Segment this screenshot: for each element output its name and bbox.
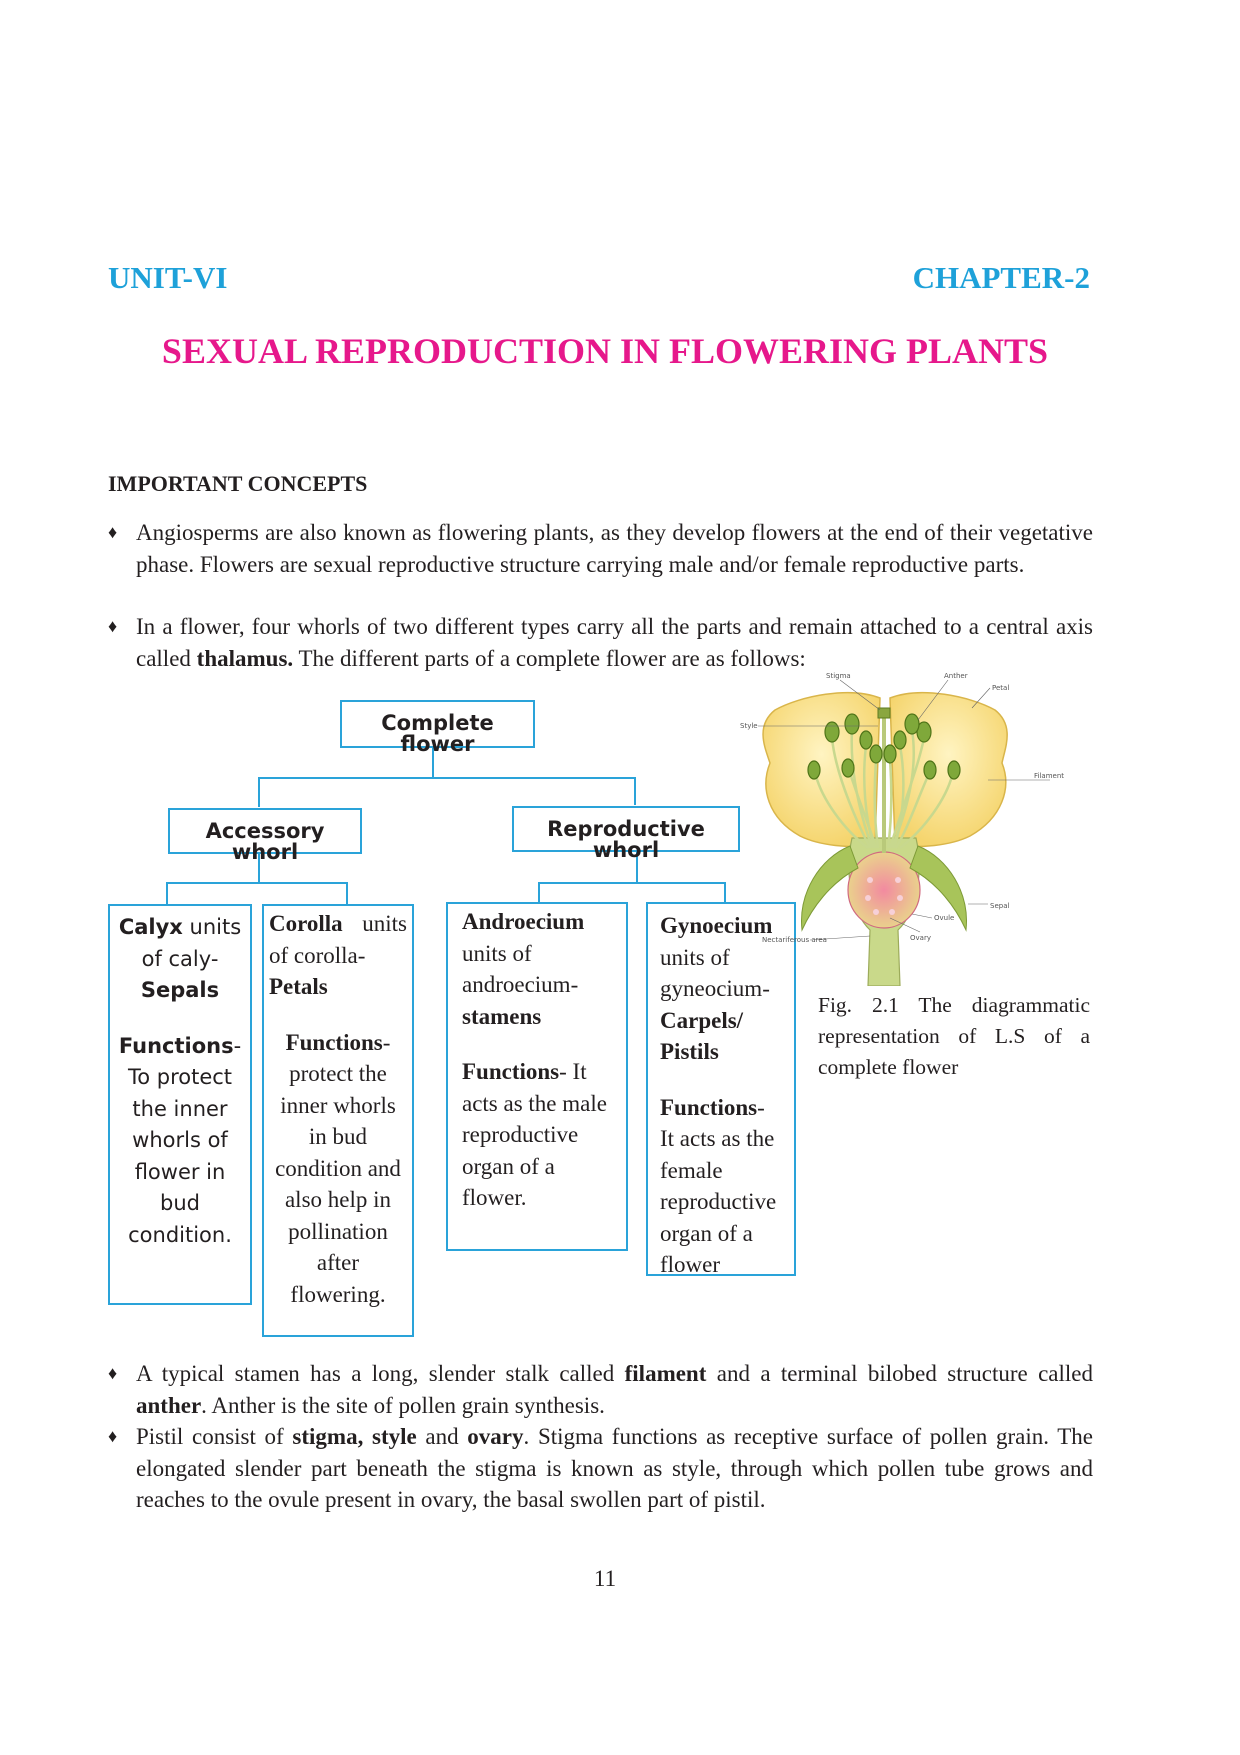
petal-shape — [763, 693, 880, 847]
label-sepal: Sepal — [990, 902, 1010, 910]
connector-line — [724, 882, 726, 904]
bullet-pistil — [108, 1421, 1093, 1516]
label-stigma: Stigma — [826, 672, 851, 680]
accessory-whorl-box: Accessory whorl — [168, 808, 362, 854]
androecium-part: stamens — [462, 1003, 542, 1029]
connector-line — [538, 882, 540, 904]
bullet-diamond-icon: ♦ — [108, 616, 118, 636]
calyx-heading: Calyx units of caly- — [118, 915, 242, 971]
androecium-functions: Functions- It acts as the male reproductive organ of a flower. — [462, 1059, 607, 1210]
label-petal: Petal — [992, 684, 1010, 692]
gynoecium-units: units of gyneocium- — [660, 944, 770, 1001]
gynoecium-name: Gynoecium — [660, 913, 773, 938]
chapter-title: SEXUAL REPRODUCTION IN FLOWERING PLANTS — [161, 331, 1049, 371]
gynoecium-functions: Functions- It acts as the female reproductive organ of a flower — [660, 1094, 777, 1277]
connector-line — [258, 777, 260, 807]
corolla-functions: Functions- protect the inner whorls in bud condition and also help in pollination after flowering. — [275, 1029, 401, 1307]
bullet-diamond-icon: ♦ — [108, 522, 118, 542]
connector-line — [634, 777, 636, 805]
bullet-text: Angiosperms are also known as flowering plants, as they develop flowers at the end of their vegetative phase. Flowers are sexual reproductive structure carrying male and/or female reproductive parts. — [136, 520, 1093, 577]
bullet-text: In a flower, four whorls of two different types carry all the parts and remain attached to a central axis called thalamus. The different parts of a complete flower are as follows: — [136, 614, 1093, 671]
label-nectariferous: Nectariferous area — [762, 936, 827, 944]
calyx-part: Sepals — [140, 978, 220, 1002]
label-style: Style — [740, 722, 758, 730]
unit-label: UNIT-VI — [108, 260, 228, 295]
androecium-box — [446, 902, 628, 1251]
reproductive-whorl-box: Reproductive whorl — [512, 806, 740, 852]
calyx-box — [108, 904, 252, 1305]
ovary-shape — [848, 852, 920, 928]
connector-line — [166, 882, 168, 904]
androecium-name: Androecium — [462, 909, 585, 934]
androecium-units: units of androecium- — [462, 940, 579, 997]
page-number: 11 — [593, 1566, 617, 1591]
bullet-text: A typical stamen has a long, slender stalk called filament and a terminal bilobed structure called anther. Anther is the site of pollen grain synthesis. — [136, 1361, 1093, 1418]
corolla-heading: Corolla units of corolla- — [269, 911, 407, 968]
label-ovary: Ovary — [910, 934, 931, 942]
complete-flower-box: Complete flower — [340, 700, 535, 748]
corolla-box — [262, 904, 414, 1337]
label-filament: Filament — [1034, 772, 1065, 780]
bullet-angiosperms — [108, 517, 1093, 580]
section-heading: IMPORTANT CONCEPTS — [108, 471, 368, 496]
gynoecium-part: Carpels/ Pistils — [660, 1007, 744, 1064]
bullet-diamond-icon: ♦ — [108, 1363, 118, 1383]
calyx-functions: Functions- To protect the inner whorls of flower in bud condition. — [118, 1033, 242, 1247]
bullet-diamond-icon: ♦ — [108, 1426, 118, 1446]
chapter-label: CHAPTER-2 — [912, 260, 1090, 295]
label-anther: Anther — [944, 672, 968, 680]
connector-line — [258, 777, 636, 779]
bullet-whorls — [108, 611, 1093, 674]
flower-ls-diagram — [740, 668, 1070, 986]
corolla-part: Petals — [269, 974, 328, 999]
label-ovule: Ovule — [934, 914, 955, 922]
bullet-stamen — [108, 1358, 1093, 1421]
connector-line — [538, 882, 726, 884]
figure-caption: Fig. 2.1 The diagrammatic representation of L.S of a complete flower — [818, 993, 1090, 1079]
bullet-text: Pistil consist of stigma, style and ovary. Stigma functions as receptive surface of pollen grain. The elongated slender part beneath the stigma is known as style, through which pollen tube grows and reaches to the ovule present in ovary, the basal swollen part of pistil. — [136, 1424, 1093, 1512]
connector-line — [346, 882, 348, 904]
connector-line — [166, 882, 348, 884]
term-thalamus: thalamus. — [196, 645, 294, 671]
